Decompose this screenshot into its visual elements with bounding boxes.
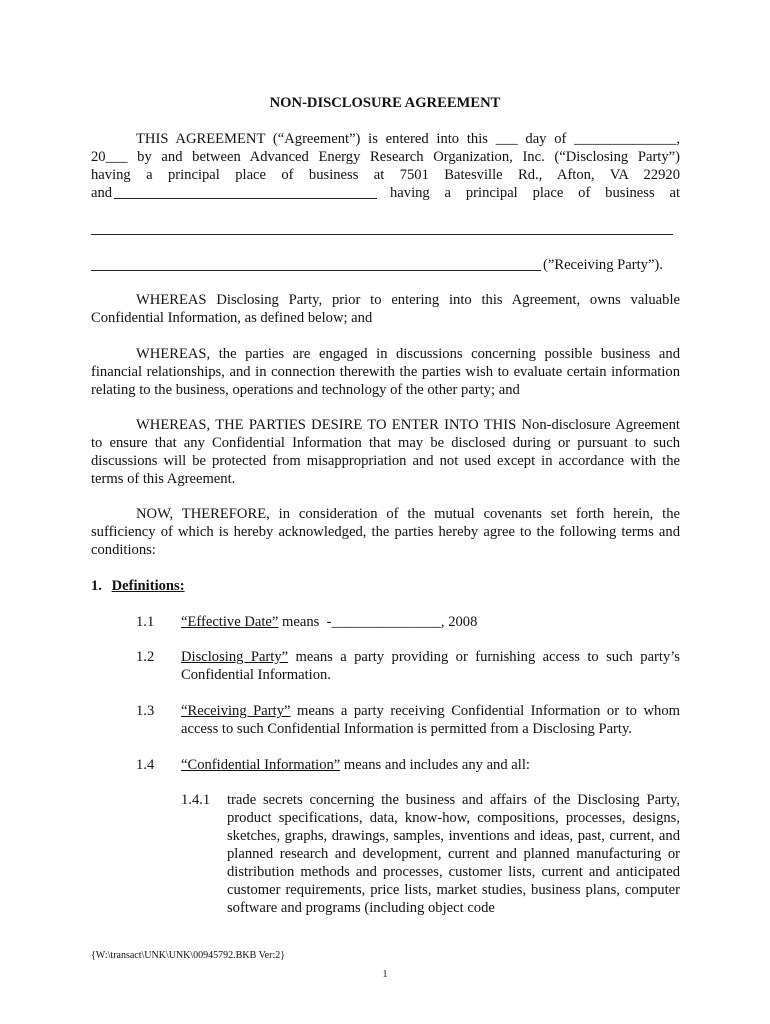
definition-term: “Receiving Party” [181, 703, 291, 719]
page-number: 1 [382, 969, 388, 980]
definition-1-3 [181, 702, 680, 738]
subdefinition-1-4-1-number: 1.4.1 [181, 792, 211, 808]
definition-text: means -_______________, 2008 [278, 614, 478, 630]
document-title: NON-DISCLOSURE AGREEMENT [269, 95, 501, 111]
definition-1-1-number: 1.1 [136, 614, 155, 630]
definition-1-4 [181, 756, 680, 774]
definition-term: Disclosing Party” [181, 649, 289, 665]
intro-paragraph [91, 130, 680, 184]
definition-1-2 [181, 648, 680, 684]
intro-and-label: and [91, 185, 113, 201]
section-1-number: 1. [91, 578, 102, 594]
definition-1-4-number: 1.4 [136, 757, 155, 773]
definition-text: means and includes any and all: [340, 757, 530, 773]
receiving-party-address-blank[interactable] [91, 234, 673, 235]
intro-line-3: having a principal place of business at 7501 Batesville Rd., Afton, VA 22920 [91, 167, 680, 183]
intro-address-label: having a principal place of business at [390, 185, 680, 201]
intro-line-1: THIS AGREEMENT (“Agreement”) is entered into this ___ day of ______________, [136, 131, 680, 147]
section-1-heading [91, 577, 185, 595]
intro-line-2: 20___ by and between Advanced Energy Research Organization, Inc. (“Disclosing Party”) [91, 149, 680, 165]
subdefinition-1-4-1: trade secrets concerning the business and affairs of the Disclosing Party, product specifications, data, know-how, compositions, processes, designs, sketches, graphs, drawings, samples, inventions and ideas, past, current, and planned research and development, current and planned manufacturing or distribution methods and processes, customer lists, current and anticipated customer requirements, price lists, market studies, business plans, computer software and programs (including object code [227, 792, 680, 916]
receiving-party-label: (”Receiving Party”). [543, 257, 663, 273]
document-footer-path: {W:\transact\UNK\UNK\00945792.BKB Ver:2} [91, 950, 286, 961]
section-1-title: Definitions: [111, 578, 185, 594]
definition-1-3-number: 1.3 [136, 703, 155, 719]
definition-1-1 [181, 613, 680, 631]
definition-term: “Effective Date” [181, 614, 279, 630]
whereas-clause-1: WHEREAS Disclosing Party, prior to entering into this Agreement, owns valuable Confidential Information, as defined below; and [91, 292, 680, 326]
now-therefore-clause: NOW, THEREFORE, in consideration of the mutual covenants set forth herein, the sufficiency of which is hereby acknowledged, the parties hereby agree to the following terms and conditions: [91, 506, 680, 558]
intro-line-4 [91, 184, 680, 202]
receiving-party-name-blank[interactable] [114, 198, 377, 199]
definition-text: means a party providing or furnishing access to such party’s Confidential Information. [181, 649, 680, 683]
whereas-clause-2: WHEREAS, the parties are engaged in discussions concerning possible business and financial relationships, and in connection therewith the parties wish to evaluate certain information relating to the business, operations and technology of the other party; and [91, 346, 680, 398]
definition-1-2-number: 1.2 [136, 649, 155, 665]
receiving-party-address-blank-2[interactable] [91, 270, 541, 271]
definition-text: means a party receiving Confidential Information or to whom access to such Confidential Information is permitted from a Disclosing Party. [181, 703, 680, 737]
receiving-party-line [91, 256, 680, 274]
whereas-clause-3: WHEREAS, THE PARTIES DESIRE TO ENTER INTO THIS Non-disclosure Agreement to ensure that any Confidential Information that may be disclosed during or pursuant to such discussions will be protected from misappropriation and not used except in accordance with the terms of this Agreement. [91, 417, 680, 487]
definition-term: “Confidential Information” [181, 757, 341, 773]
